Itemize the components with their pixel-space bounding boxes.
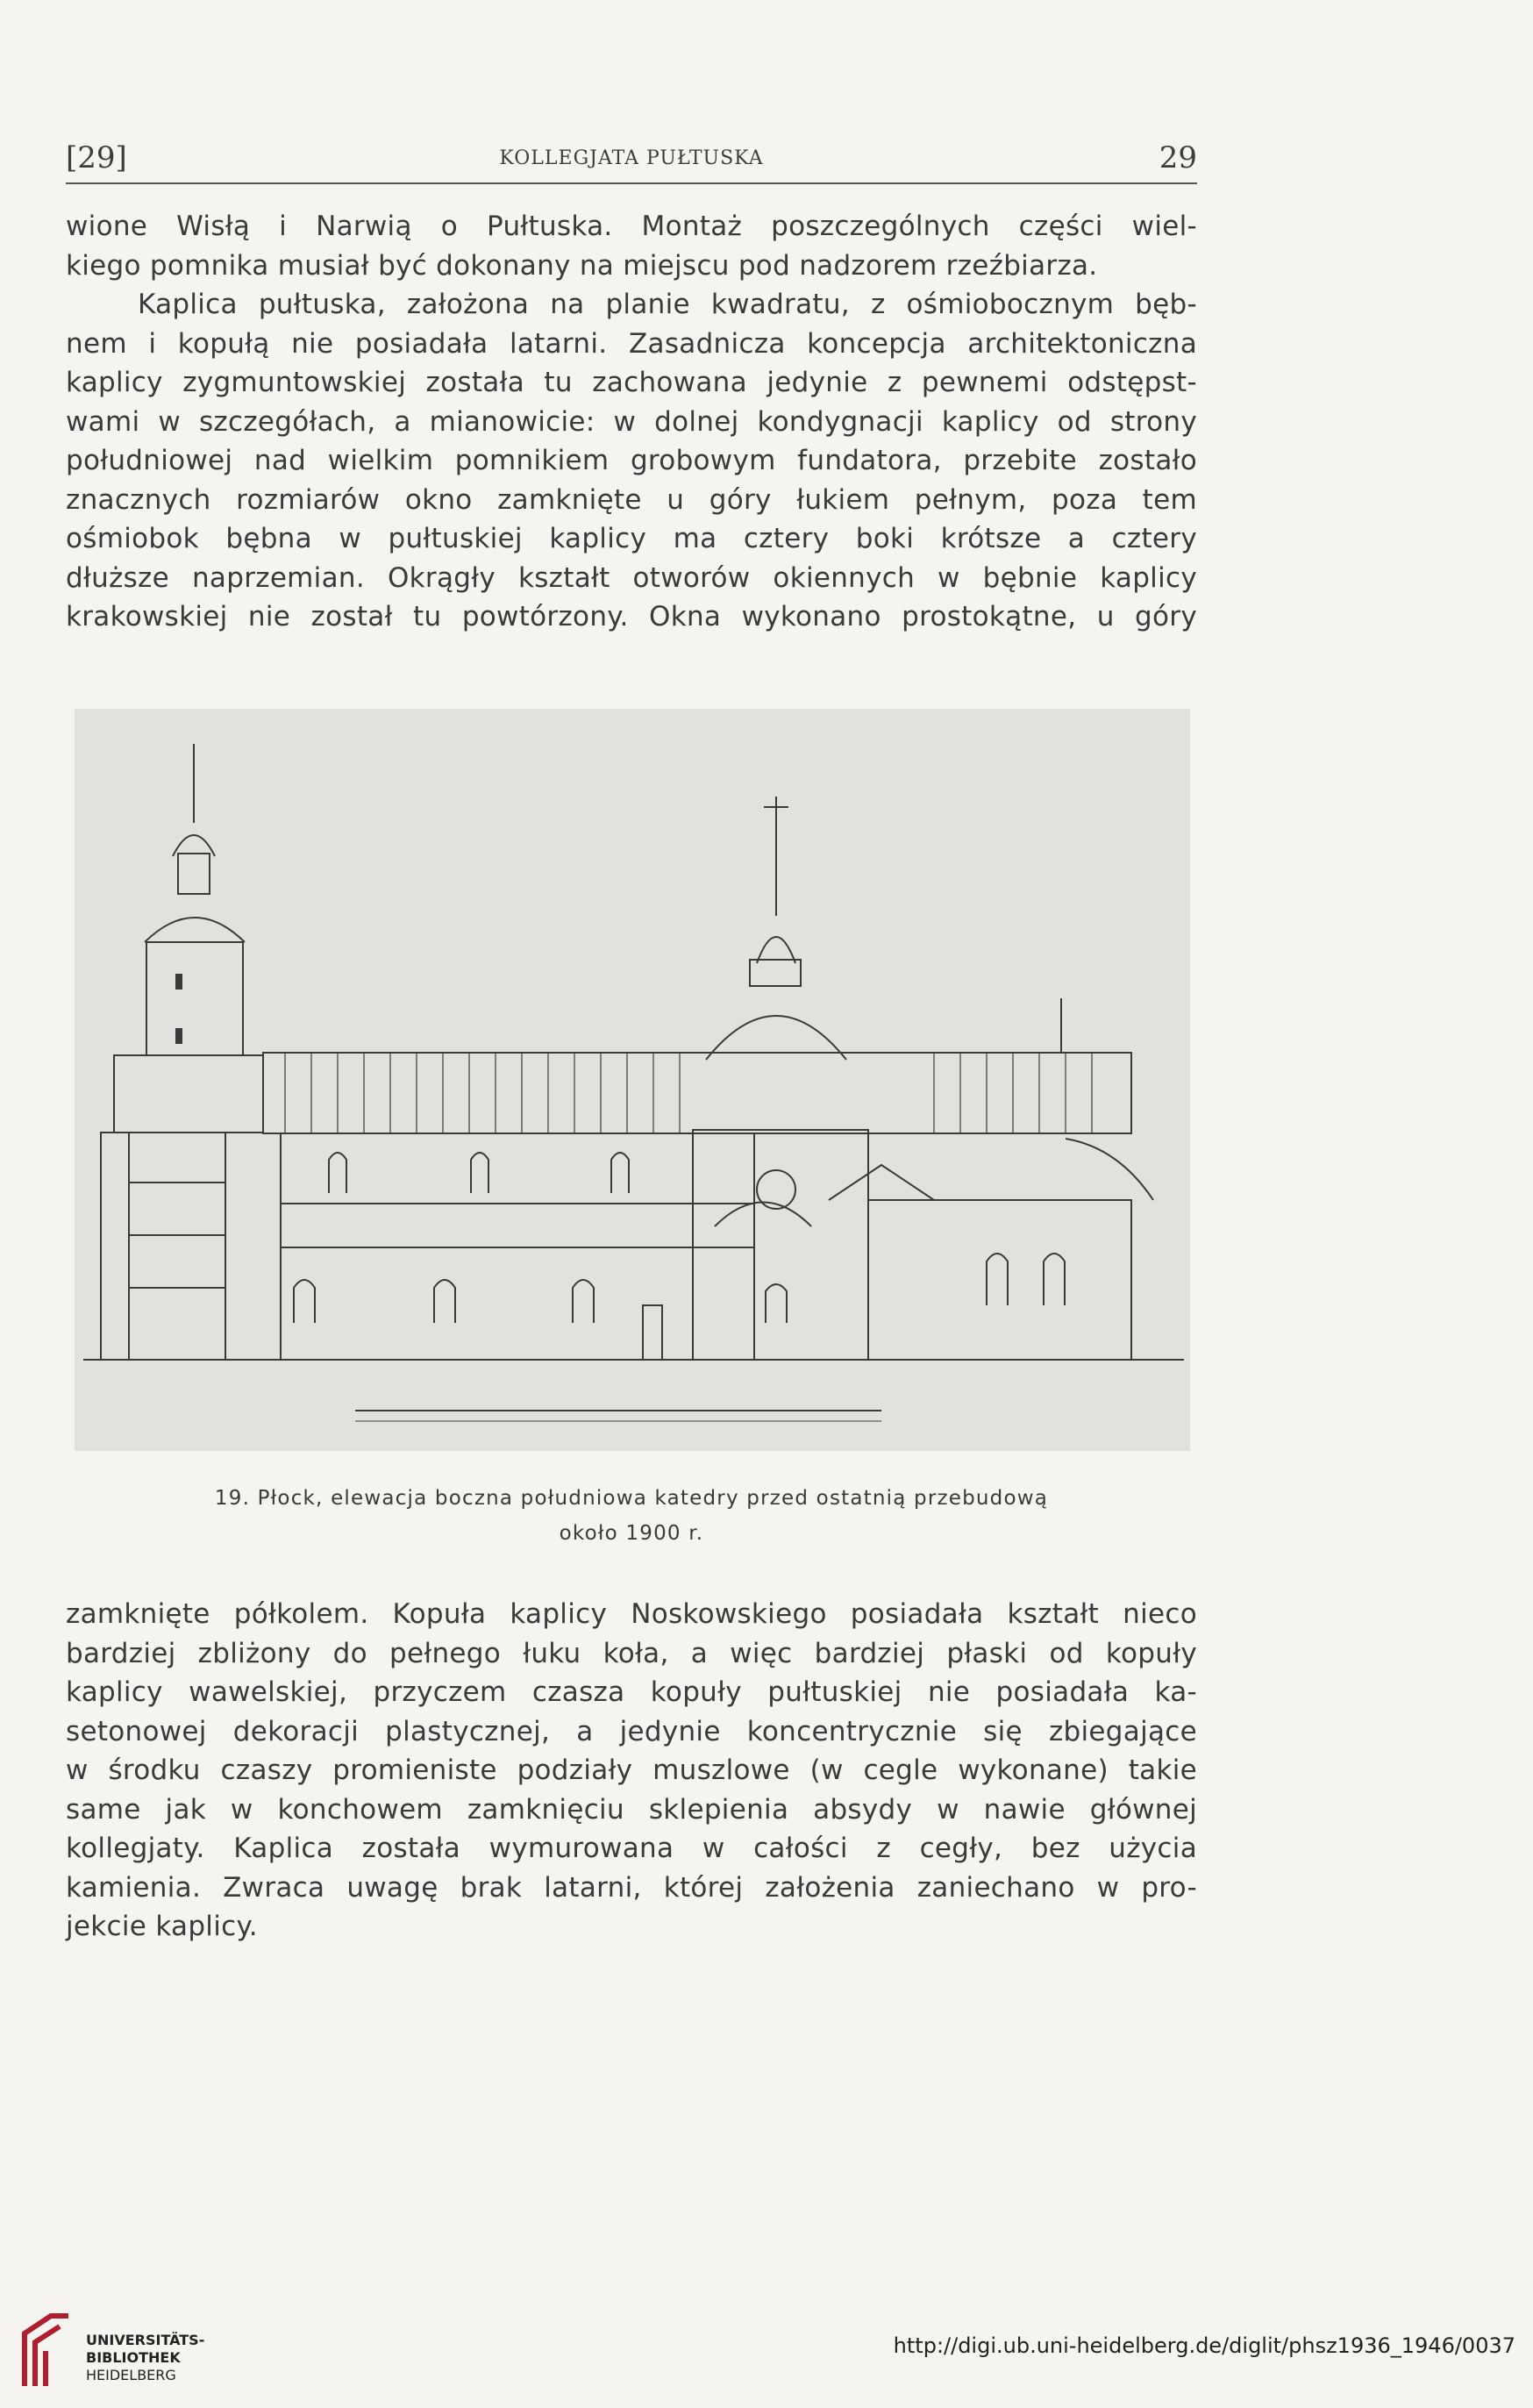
text-line: kollegjaty. Kaplica została wymurowana w całości z cegły, bez użycia [66,1833,1197,1864]
logo-line: HEIDELBERG [86,2367,176,2383]
text-line: zamknięte półkolem. Kopuła kaplicy Noskowskiego posiadała kształt nieco [66,1598,1197,1630]
text-line: jekcie kaplicy. [66,1911,258,1942]
text-line: nem i kopułą nie posiadała latarni. Zasadnicza koncepcja architektoniczna [66,327,1197,360]
text-line: kaplicy zygmuntowskiej została tu zachowana jedynie z pewnemi odstępst- [66,367,1197,398]
page-number: 29 [1159,140,1197,175]
library-logo-icon [16,2307,77,2395]
text-line: wami w szczegółach, a mianowicie: w dolnej kondygnacji kaplicy od strony [66,405,1197,438]
text-line: południowej nad wielkim pomnikiem grobowym fundatora, przebite zostało [66,445,1197,476]
text-line: setonowej dekoracji plastycznej, a jedynie koncentrycznie się zbiegające [66,1715,1197,1747]
text-line: kiego pomnika musiał być dokonany na miejscu pod nadzorem rzeźbiarza. [66,249,1098,282]
figure-caption-line2: około 1900 r. [559,1522,704,1545]
library-logo-text [86,2332,204,2384]
library-logo[interactable] [16,2307,226,2395]
text-line: znacznych rozmiarów okno zamknięte u góry łukiem pełnym, poza tem [66,483,1197,516]
text-line: ośmiobok bębna w pułtuskiej kaplicy ma cztery boki krótsze a cztery [66,523,1197,554]
cathedral-elevation-drawing [75,709,1190,1451]
logo-line: BIBLIOTHEK [86,2349,181,2366]
text-line: kamienia. Zwraca uwagę brak latarni, której założenia zaniechano w pro- [66,1871,1197,1904]
header-section-number: [29] [66,140,127,175]
text-line: kaplicy wawelskiej, przyczem czasza kopuły pułtuskiej nie posiadała ka- [66,1676,1197,1708]
text-line: same jak w konchowem zamknięciu sklepienia absydy w nawie głównej [66,1793,1197,1826]
source-url-link[interactable]: http://digi.ub.uni-heidelberg.de/diglit/phsz1936_1946/0037 [893,2333,1515,2358]
text-line: w środku czaszy promieniste podziały muszlowe (w cegle wykonane) takie [66,1754,1197,1786]
text-line: wione Wisłą i Narwią o Pułtuska. Montaż poszczególnych części wiel- [66,211,1197,242]
logo-line: UNIVERSITÄTS- [86,2332,205,2348]
header-title: KOLLEGJATA PUŁTUSKA [499,147,764,169]
text-line: dłuższe naprzemian. Okrągły kształt otworów okiennych w bębnie kaplicy [66,561,1197,594]
text-line: krakowskiej nie został tu powtórzony. Okna wykonano prostokątne, u góry [66,601,1197,632]
text-line: bardziej zbliżony do pełnego łuku koła, a więc bardziej płaski od kopuły [66,1637,1197,1669]
figure-elevation-drawing [75,709,1190,1451]
figure-caption-line1: 19. Płock, elewacja boczna południowa katedry przed ostatnią przebudową [214,1487,1049,1510]
paragraph-top [66,207,1197,637]
text-line: Kaplica pułtuska, założona na planie kwadratu, z ośmiobocznym bęb- [138,289,1197,320]
running-header [66,140,1197,184]
paragraph-bottom [66,1595,1197,1947]
